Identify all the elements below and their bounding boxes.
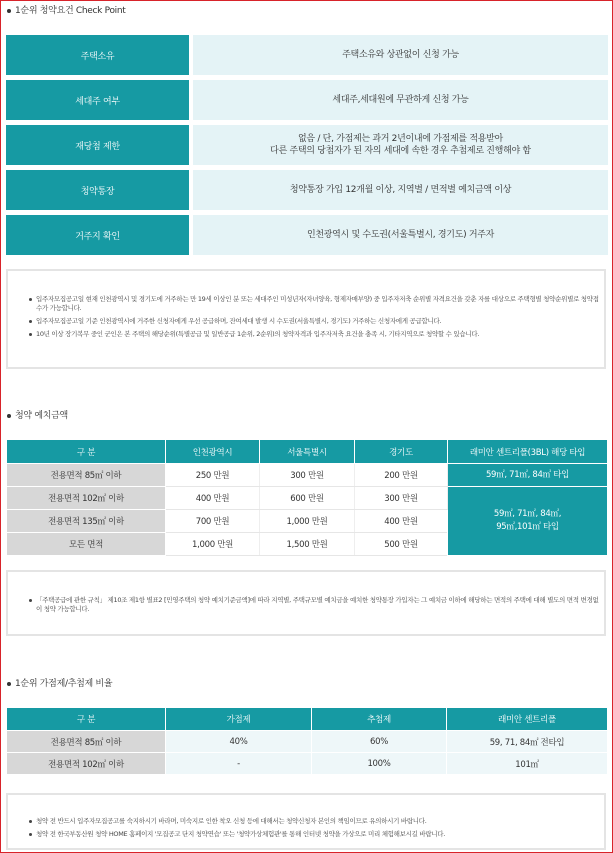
row-header: 전용면적 102㎡ 이하 [7, 487, 166, 510]
checkpoint-value-line: 없음 / 단, 가점제는 과거 2년이내에 가점제를 적용받아 [298, 134, 503, 144]
column-header: 구 분 [7, 708, 166, 731]
checkpoint-label: 재당첨 제한 [6, 125, 189, 165]
table-cell: 1,500 만원 [260, 533, 355, 556]
checkpoint-value [193, 125, 608, 165]
type-cell: 59㎡, 71㎡, 84㎡ 타입 [448, 464, 608, 487]
row-header: 전용면적 85㎡ 이하 [7, 731, 166, 753]
checkpoint-row-account [6, 170, 608, 210]
ratio-notes [6, 793, 606, 850]
checkpoint-value-line: 청약통장 가입 12개월 이상, 지역별 / 면적별 예치금액 이상 [289, 185, 512, 195]
table-row [7, 464, 608, 487]
table-cell: 200 만원 [355, 464, 448, 487]
checkpoint-value-line: 주택소유와 상관없이 신청 가능 [342, 50, 459, 60]
checkpoint-label: 주택소유 [6, 35, 189, 75]
table-cell: - [166, 753, 312, 775]
column-header: 서울특별시 [260, 440, 355, 464]
table-cell: 100% [312, 753, 447, 775]
checkpoint-row-residence [6, 215, 608, 255]
table-cell: 1,000 만원 [260, 510, 355, 533]
checkpoint-value-line: 인천광역시 및 수도권(서울특별시, 경기도) 거주자 [306, 230, 495, 240]
column-header: 경기도 [355, 440, 448, 464]
checkpoint-label: 세대주 여부 [6, 80, 189, 120]
table-cell: 101㎡ [447, 753, 608, 775]
row-header: 전용면적 135㎡ 이하 [7, 510, 166, 533]
note-item: 청약 전 한국부동산원 청약 HOME 홈페이지 '모집공고 단지 청약연습' 또는 '청약가상체험관'를 통해 인터넷 청약을 가상으로 미리 체험해보시길 바랍니다. [36, 830, 604, 839]
type-cell [448, 487, 608, 556]
checkpoint-value-line: 다른 주택의 당첨자가 된 자의 세대에 속한 경우 추첨제로 진행해야 함 [270, 146, 531, 156]
column-header: 래미안 센트리폴(3BL) 해당 타입 [448, 440, 608, 464]
table-cell: 400 만원 [166, 487, 260, 510]
deposit-notes [6, 570, 606, 636]
note-item: 「주택공급에 관한 규칙」 제10조 제1항 별표2 [민영주택의 청약 예치기준금액]에 따라 지역별, 주택규모별 예치금을 예치한 청약통장 가입자는 그 예치금 이하에 해당하는 면적의 주택에 대해 별도의 면적 변경없이 청약 가능합니다. [36, 596, 604, 614]
table-cell: 300 만원 [260, 464, 355, 487]
checkpoint-label: 청약통장 [6, 170, 189, 210]
checkpoint-notes [6, 269, 606, 369]
checkpoint-title: 1순위 청약요건 Check Point [7, 3, 126, 16]
bullet-icon [7, 682, 11, 686]
column-header: 구 분 [7, 440, 166, 464]
table-cell: 600 만원 [260, 487, 355, 510]
table-cell: 40% [166, 731, 312, 753]
table-cell: 60% [312, 731, 447, 753]
table-row [7, 731, 608, 753]
bullet-icon [7, 9, 11, 13]
type-line: 59㎡, 71㎡, 84㎡, [493, 509, 562, 519]
column-header: 가점제 [166, 708, 312, 731]
column-header: 추첨제 [312, 708, 447, 731]
row-header: 모든 면적 [7, 533, 166, 556]
deposit-table [6, 439, 608, 556]
checkpoint-value [193, 35, 608, 75]
table-row [7, 753, 608, 775]
checkpoint-value [193, 215, 608, 255]
bullet-icon [7, 414, 11, 418]
note-item: 입주자모집공고일 현재 인천광역시 및 경기도에 거주하는 만 19세 이상인 분 또는 세대주인 미성년자(자녀양육, 형제자매부양) 중 입주자저축 순위별 자격요건을 갖춘 자를 대상으로 주택형별 청약순위별로 청약접수가 가능합니다. [36, 295, 604, 313]
table-cell: 250 만원 [166, 464, 260, 487]
table-cell: 1,000 만원 [166, 533, 260, 556]
type-line: 95㎡,101㎡ 타입 [496, 522, 559, 532]
table-cell: 300 만원 [355, 487, 448, 510]
note-item: 청약 전 반드시 입주자모집공고를 숙지하시기 바라며, 미숙지로 인한 착오 신청 등에 대해서는 청약신청자 본인의 책임이므로 유의하시기 바랍니다. [36, 817, 604, 826]
checkpoint-value [193, 80, 608, 120]
checkpoint-value-line: 세대주,세대원에 무관하게 신청 가능 [332, 95, 469, 105]
column-header: 인천광역시 [166, 440, 260, 464]
ratio-table [6, 707, 608, 775]
checkpoint-value [193, 170, 608, 210]
table-cell: 59, 71, 84㎡ 전타입 [447, 731, 608, 753]
note-item: 10년 이상 장기복무 중인 군인은 본 주택의 해당순위(특별공급 및 일반공급 1순위, 2순위)의 청약자격과 입주자저축 요건을 충족 시, 기타지역으로 청약할 수 있습니다. [36, 330, 604, 339]
note-item: 입주자모집공고일 기준 인천광역시에 거주한 신청자에게 우선 공급하며, 잔여세대 발생 시 수도권(서울특별시, 경기도) 거주하는 신청자에게 공급합니다. [36, 317, 604, 326]
row-header: 전용면적 85㎡ 이하 [7, 464, 166, 487]
row-header: 전용면적 102㎡ 이하 [7, 753, 166, 775]
checkpoint-row-household [6, 80, 608, 120]
checkpoint-row-rewin [6, 125, 608, 165]
column-header: 래미안 센트리폴 [447, 708, 608, 731]
checkpoint-row-ownership [6, 35, 608, 75]
deposit-title: 청약 예치금액 [7, 408, 68, 421]
table-header-row [7, 708, 608, 731]
checkpoint-label: 거주지 확인 [6, 215, 189, 255]
table-header-row [7, 440, 608, 464]
table-cell: 700 만원 [166, 510, 260, 533]
ratio-title: 1순위 가점제/추첨제 비율 [7, 676, 112, 689]
table-cell: 500 만원 [355, 533, 448, 556]
table-row [7, 487, 608, 510]
table-cell: 400 만원 [355, 510, 448, 533]
